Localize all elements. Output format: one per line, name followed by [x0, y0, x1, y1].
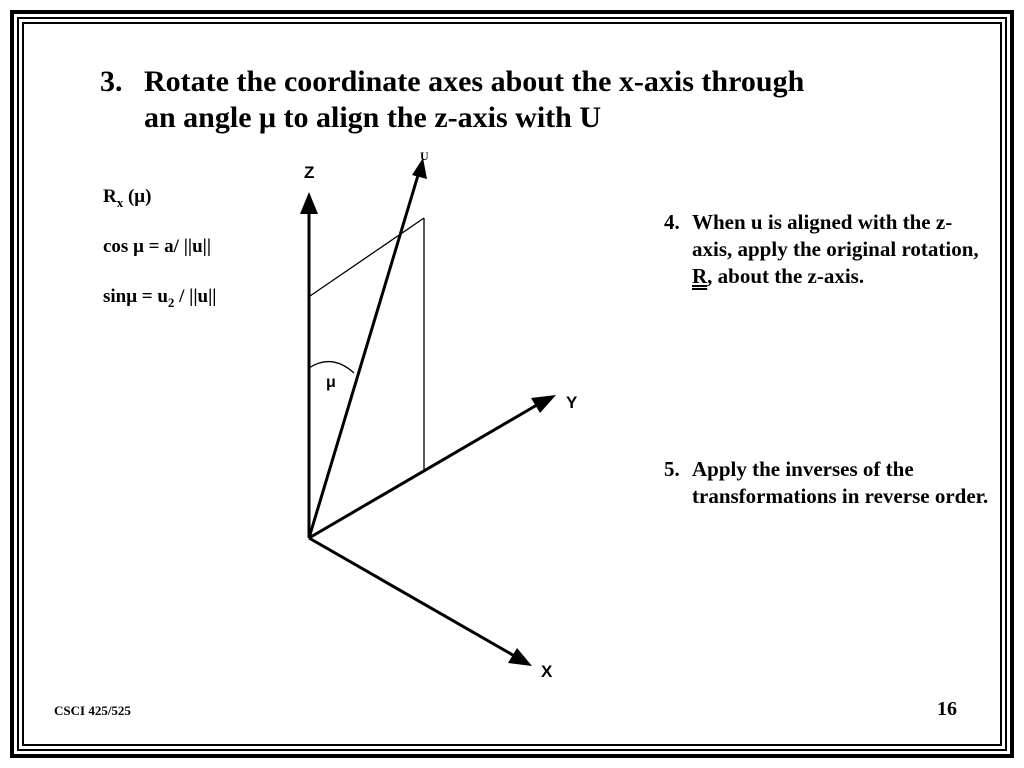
- cos-formula: cos μ = a/ ||u||: [103, 236, 212, 257]
- projection-top-line: [310, 218, 424, 296]
- z-axis-arrowhead: [300, 192, 318, 214]
- step-5-number: 5.: [664, 457, 680, 481]
- step-5: [664, 456, 992, 510]
- angle-arc: [309, 362, 354, 373]
- angle-label: μ: [326, 374, 336, 391]
- title-text-1: Rotate the coordinate axes about the x-axis through: [144, 65, 805, 98]
- step-4-text-end: , about the z-axis.: [707, 264, 865, 288]
- x-axis-label: X: [541, 662, 553, 681]
- x-axis-arrowhead: [508, 648, 532, 666]
- step-5-text: Apply the inverses of the transformations in reverse order.: [692, 457, 989, 508]
- rx-subscript: x: [116, 194, 124, 210]
- sin-formula-start: sinμ = u: [103, 286, 168, 307]
- x-axis: [309, 538, 518, 658]
- title-number: 3.: [100, 65, 123, 98]
- step-4-emphasis: R: [692, 264, 708, 288]
- rx-argument: (μ): [123, 186, 152, 207]
- z-axis-label: Z: [304, 163, 315, 182]
- title-line-2: an angle μ to align the z-axis with U: [144, 101, 602, 134]
- page-number: 16: [937, 698, 957, 720]
- sin-formula-subscript: 2: [167, 294, 175, 310]
- step-4-number: 4.: [664, 210, 680, 234]
- y-axis-arrowhead: [531, 395, 556, 413]
- step-4: [664, 209, 992, 290]
- step-4-text-start: When u is aligned with the z-axis, apply the original rotation,: [692, 210, 979, 261]
- sin-formula-end: / ||u||: [174, 286, 217, 307]
- u-vector-label: U: [420, 149, 429, 163]
- y-axis-label: Y: [566, 393, 578, 412]
- rx-symbol: R: [103, 186, 117, 207]
- course-label: CSCI 425/525: [54, 703, 131, 718]
